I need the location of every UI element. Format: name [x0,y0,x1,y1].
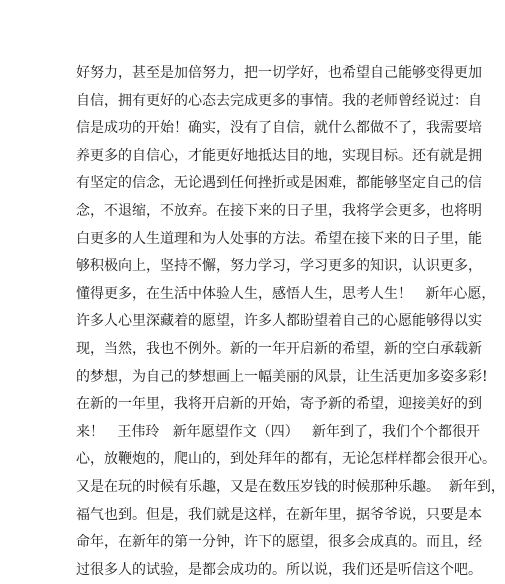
text-line: 福气也到。但是，我们就是这样，在新年里，据爷爷说，只要是本 [76,506,482,523]
text-line: 有坚定的信念，无论遇到任何挫折或是困难，都能够坚定自己的信 [76,175,482,192]
text-line: 懂得更多，在生活中体验人生，感悟人生，思考人生！ 新年心愿， [76,285,496,302]
text-line: 现，当然，我也不例外。新的一年开启新的希望，新的空白承载新 [76,340,482,357]
text-line: 好努力，甚至是加倍努力，把一切学好，也希望自己能够变得更加 [76,65,482,81]
text-line: 在新的一年里，我将开启新的开始，寄予新的希望，迎接美好的到 [76,396,482,413]
text-line: 许多人心里深藏着的愿望，许多人都盼望着自己的心愿能够得以实 [76,313,482,330]
text-line: 念，不退缩，不放弃。在接下来的日子里，我将学会更多，也将明 [76,202,482,219]
text-line: 的梦想，为自己的梦想画上一幅美丽的风景，让生活更加多姿多彩! [76,368,488,385]
text-line: 信是成功的开始！确实，没有了自信，就什么都做不了，我需要培 [76,120,482,137]
text-line: 白更多的人生道理和为人处事的方法。希望在接下来的日子里，能 [76,230,482,247]
text-line: 命年，在新年的第一分钟，许下的愿望，很多会成真的。而且，经 [76,534,482,551]
body-text [76,60,505,584]
text-line: 又是在玩的时候有乐趣，又是在数压岁钱的时候那种乐趣。 新年到， [76,478,505,495]
text-line: 够积极向上，坚持不懈，努力学习，学习更多的知识，认识更多， [76,258,482,275]
text-line: 来！ 王伟玲 新年愿望作文（四） 新年到了，我们个个都很开 [76,423,481,440]
text-line: 心，放鞭炮的，爬山的，到处拜年的都有，无论怎样样都会很开心。 [76,451,496,468]
text-line: 自信，拥有更好的心态去完成更多的事情。我的老师曾经说过：自 [76,92,482,109]
text-line: 养更多的自信心，才能更好地抵达目的地，实现目标。还有就是拥 [76,147,482,164]
text-line: 过很多人的试验，是都会成功的。所以说，我们还是听信这个吧。 [76,561,482,578]
